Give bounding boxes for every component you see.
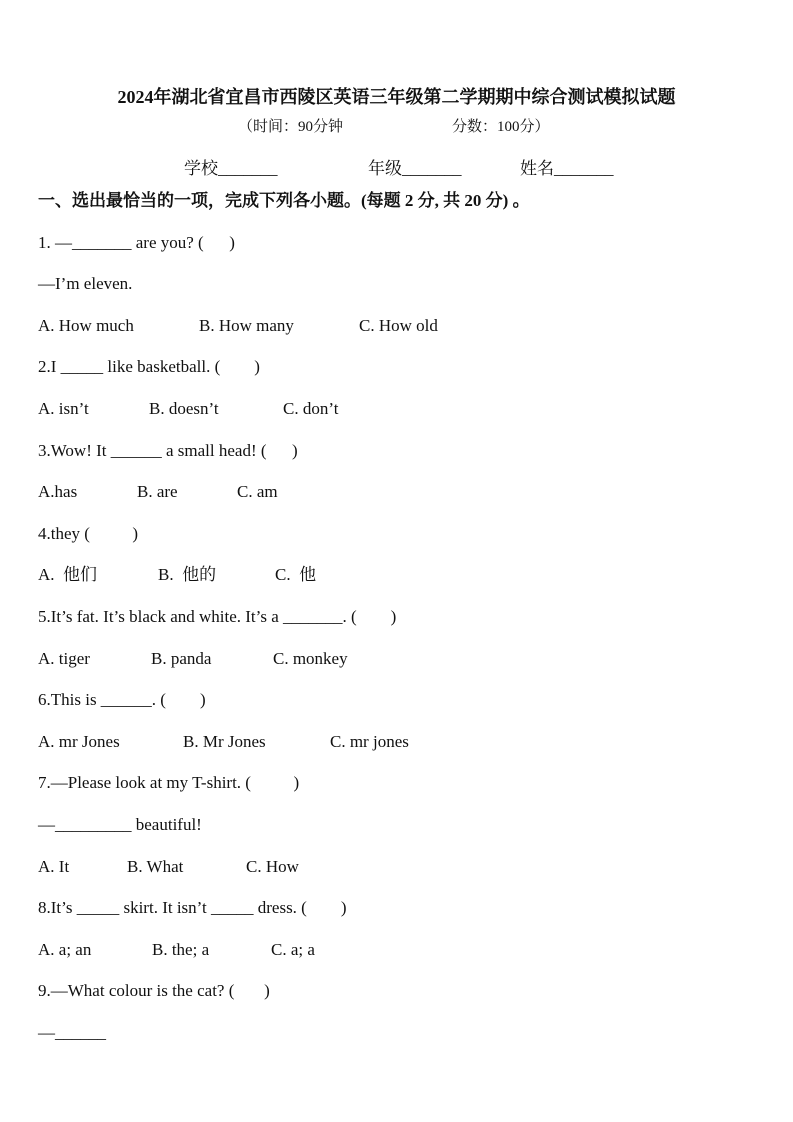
school-field: 学校_______ — [184, 159, 278, 178]
option: A. 他们 — [38, 565, 98, 584]
option: C. a; a — [271, 940, 315, 959]
option: C. How old — [359, 316, 438, 335]
question-1: 1. —_______ are you? ( ) — [38, 233, 235, 252]
question-2: 2.I _____ like basketball. ( ) — [38, 357, 260, 376]
option: C. don’t — [283, 399, 339, 418]
option: C. am — [237, 482, 278, 501]
question-3: 3.Wow! It ______ a small head! ( ) — [38, 441, 298, 460]
exam-title: 2024年湖北省宜昌市西陵区英语三年级第二学期期中综合测试模拟试题 — [117, 87, 676, 107]
option: C. How — [246, 857, 299, 876]
option: B. How many — [199, 316, 294, 335]
option: B. are — [137, 482, 178, 501]
question-7-response: —_________ beautiful! — [38, 815, 202, 834]
exam-time: （时间：90分钟 — [238, 119, 344, 135]
option: A. mr Jones — [38, 732, 120, 751]
grade-field: 年级_______ — [368, 159, 462, 178]
option: A. tiger — [38, 649, 90, 668]
question-6: 6.This is ______. ( ) — [38, 690, 206, 709]
question-9-response: —______ — [38, 1023, 106, 1042]
question-8: 8.It’s _____ skirt. It isn’t _____ dress. ( ) — [38, 898, 347, 917]
option: C. 他 — [275, 565, 317, 584]
question-9: 9.—What colour is the cat? ( ) — [38, 981, 270, 1000]
option: A. It — [38, 857, 70, 876]
question-1-response: —I’m eleven. — [38, 274, 133, 293]
exam-score: 分数：100分） — [452, 119, 550, 135]
question-5: 5.It’s fat. It’s black and white. It’s a _______. ( ) — [38, 607, 397, 626]
question-7: 7.—Please look at my T-shirt. ( ) — [38, 773, 300, 792]
section-heading: 一、选出最恰当的一项，完成下列各小题。(每题 2 分, 共 20 分) 。 — [38, 191, 530, 210]
option: B. Mr Jones — [183, 732, 266, 751]
option: B. doesn’t — [149, 399, 219, 418]
option: A.has — [38, 482, 78, 501]
option: B. 他的 — [158, 565, 217, 584]
option: A. a; an — [38, 940, 92, 959]
option: B. the; a — [152, 940, 210, 959]
option: A. isn’t — [38, 399, 89, 418]
option: C. monkey — [273, 649, 348, 668]
question-4: 4.they ( ) — [38, 524, 139, 543]
option: B. What — [127, 857, 184, 876]
option: A. How much — [38, 316, 134, 335]
option: B. panda — [151, 649, 212, 668]
name-field: 姓名_______ — [520, 159, 614, 178]
option: C. mr jones — [330, 732, 409, 751]
